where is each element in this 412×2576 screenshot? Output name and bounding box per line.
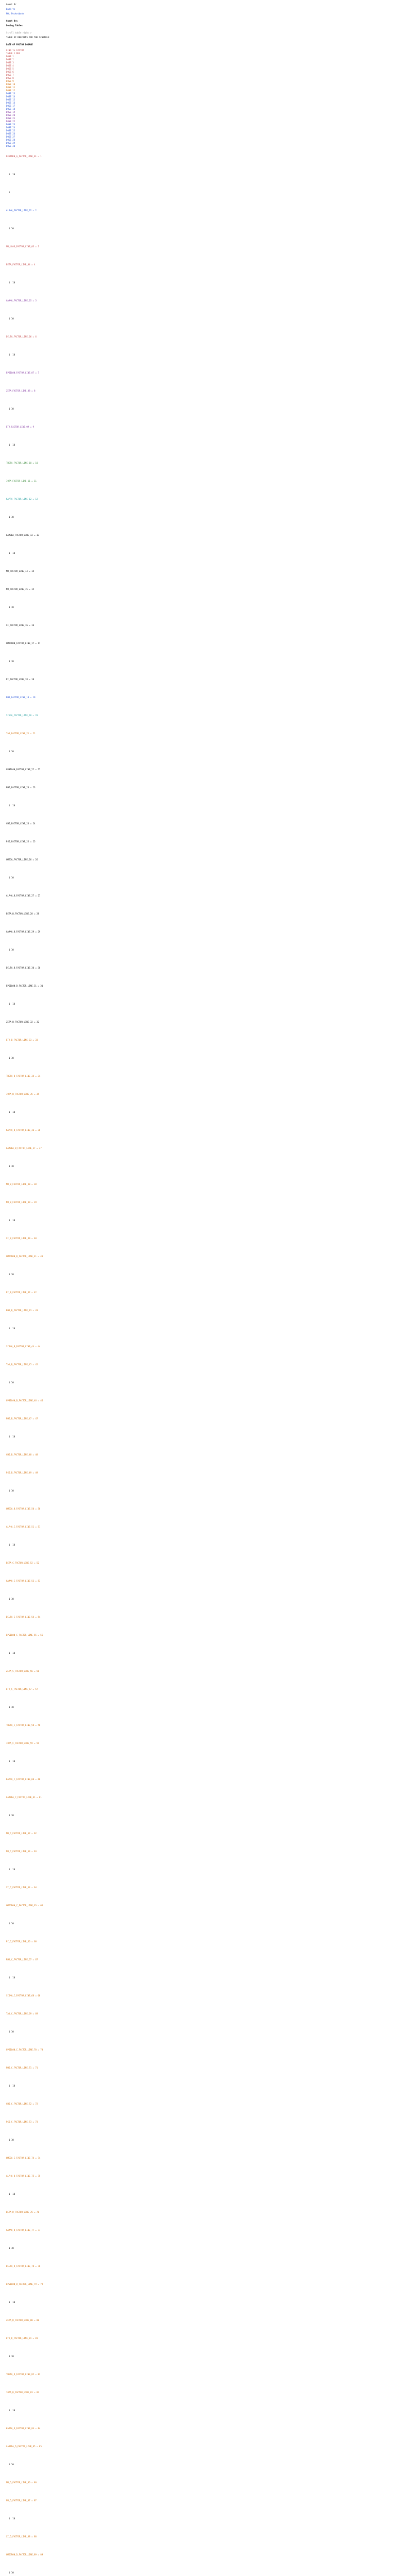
value-row: 1 10 — [6, 606, 14, 608]
code-line: KAPPA_FACTOR_LINE_12 = 12 — [6, 498, 38, 500]
code-line: OMICRON_B_FACTOR_LINE_41 = 41 — [6, 1255, 43, 1258]
code-line: PI_B_FACTOR_LINE_42 = 42 — [6, 1291, 37, 1294]
code-line: ALPHA_B_FACTOR_LINE_27 = 27 — [6, 894, 41, 897]
list-item: DOSE 11 — [6, 86, 15, 89]
value-row: 1 10 — [6, 2301, 15, 2303]
list-item: DOSE 22 — [6, 120, 15, 123]
code-line: ETA_C_FACTOR_LINE_57 = 57 — [6, 1688, 38, 1690]
code-line: ALPHA_C_FACTOR_LINE_51 = 51 — [6, 1526, 41, 1528]
value-row: 1 10 — [6, 2084, 15, 2087]
code-line: UPSILON_B_FACTOR_LINE_46 = 46 — [6, 1399, 43, 1402]
code-line: GAMMA_FACTOR_LINE_05 = 5 — [6, 299, 37, 302]
code-line: PHI_FACTOR_LINE_23 = 23 — [6, 786, 36, 789]
list-item: DOSE 19 — [6, 111, 15, 113]
code-line: SIGMA_B_FACTOR_LINE_44 = 44 — [6, 1345, 41, 1348]
section-heading: Guest Drs — [6, 20, 18, 22]
value-row: 1 10 — [6, 173, 15, 176]
code-line: PSI_FACTOR_LINE_25 = 25 — [6, 840, 36, 843]
code-line: PI_FACTOR_LINE_18 = 18 — [6, 678, 35, 681]
list-item: DOSE 7 — [6, 74, 14, 76]
list-item[interactable]: DOSE 28 — [6, 139, 15, 141]
list-item[interactable]: DOSE 30 — [6, 145, 15, 147]
list-item: DOSE 10 — [6, 83, 15, 86]
value-row: 1 10 — [6, 1381, 14, 1384]
code-line: LAMBDA_C_FACTOR_LINE_61 = 61 — [6, 1796, 42, 1799]
value-row: 1 10 — [6, 1489, 14, 1492]
code-line: REGIMEN_A_FACTOR_LINE_01 = 1 — [6, 155, 42, 158]
code-line: BETA_C_FACTOR_LINE_52 = 52 — [6, 1562, 39, 1564]
value-row: 1 10 — [6, 804, 15, 807]
list-item[interactable]: DOSE 27 — [6, 135, 15, 138]
list-item[interactable]: DOSE 13 — [6, 92, 15, 95]
list-item[interactable]: DOSE 23 — [6, 123, 15, 126]
code-line: NU_D_FACTOR_LINE_87 = 87 — [6, 2499, 37, 2502]
list-item: DOSE 3 — [6, 61, 14, 64]
value-row: 1 10 — [6, 876, 14, 879]
list-item: DOSE 6 — [6, 71, 14, 73]
value-row: 1 10 — [6, 1219, 15, 1222]
code-line: OMICRON_FACTOR_LINE_17 = 17 — [6, 642, 41, 645]
value-row: 1 10 — [6, 1273, 14, 1276]
list-item: DOSE 20 — [6, 114, 15, 116]
code-line: TAU_FACTOR_LINE_21 = 21 — [6, 732, 36, 735]
header-line: DATE OF FACTOR DOSAGE — [6, 43, 33, 46]
code-line: GAMMA_B_FACTOR_LINE_29 = 29 — [6, 930, 41, 933]
code-line: DELTA_D_FACTOR_LINE_78 = 78 — [6, 2265, 41, 2267]
code-line: LAMBDA_B_FACTOR_LINE_37 = 37 — [6, 1147, 42, 1149]
value-row: 1 10 — [6, 408, 14, 410]
value-row: 1 10 — [6, 1544, 15, 1546]
code-line: DELTA_FACTOR_LINE_06 = 6 — [6, 335, 37, 338]
code-line: ALPHA_D_FACTOR_LINE_75 = 75 — [6, 2175, 41, 2177]
code-line: NU_B_FACTOR_LINE_39 = 39 — [6, 1201, 37, 1204]
code-line: ETA_D_FACTOR_LINE_81 = 81 — [6, 2337, 38, 2340]
code-line: MU_LOAD_FACTOR_LINE_03 = 3 — [6, 245, 39, 248]
code-line: THETA_B_FACTOR_LINE_34 = 34 — [6, 1075, 41, 1077]
value-row: 1 10 — [6, 516, 14, 518]
code-line: NU_C_FACTOR_LINE_63 = 63 — [6, 1850, 37, 1853]
code-line: PSI_C_FACTOR_LINE_73 = 73 — [6, 2121, 38, 2123]
code-line: CHI_B_FACTOR_LINE_48 = 48 — [6, 1453, 38, 1456]
value-row: 1 10 — [6, 2463, 14, 2466]
nav-link[interactable]: Back to — [6, 8, 15, 10]
nav-link[interactable]: MOL Pocketbook — [6, 12, 24, 15]
header-line: TABLE OF REGIMENS FOR THE SCHEDULE — [6, 36, 49, 39]
code-line: OMEGA_FACTOR_LINE_26 = 26 — [6, 858, 38, 861]
code-line: TAU_C_FACTOR_LINE_69 = 69 — [6, 2012, 38, 2015]
value-row: 1 10 — [6, 2355, 14, 2358]
header-line: Scroll table right > — [6, 31, 32, 34]
code-line: THETA_C_FACTOR_LINE_58 = 58 — [6, 1724, 41, 1726]
code-line: ZETA_D_FACTOR_LINE_80 = 80 — [6, 2319, 39, 2321]
code-line: MU_D_FACTOR_LINE_86 = 86 — [6, 2481, 37, 2484]
code-line: GAMMA_C_FACTOR_LINE_53 = 53 — [6, 1580, 41, 1582]
code-line: RHO_B_FACTOR_LINE_43 = 43 — [6, 1309, 38, 1312]
value-row: 1 10 — [6, 353, 15, 356]
value-row: 1 10 — [6, 1165, 14, 1167]
value-row: 1 10 — [6, 2517, 15, 2520]
code-line: KAPPA_B_FACTOR_LINE_36 = 36 — [6, 1129, 41, 1131]
value-row: 1 10 — [6, 2139, 14, 2141]
value-row: 1 10 — [6, 1976, 15, 1979]
list-item[interactable]: DOSE 14 — [6, 95, 15, 98]
code-line: PI_C_FACTOR_LINE_66 = 66 — [6, 1940, 37, 1943]
code-line[interactable]: ALPHA_FACTOR_LINE_02 = 2 — [6, 209, 37, 212]
value-row: 1 10 — [6, 2030, 14, 2033]
list-item[interactable]: DOSE 15 — [6, 98, 15, 101]
code-line: LAMBDA_D_FACTOR_LINE_85 = 85 — [6, 2445, 42, 2448]
list-item: DOSE 2 — [6, 58, 14, 61]
value-row: 1 10 — [6, 1868, 15, 1871]
section-heading: Dosing Tables — [6, 24, 23, 27]
value-row: 1 10 — [6, 1435, 15, 1438]
code-line: BETA_FACTOR_LINE_04 = 4 — [6, 263, 36, 266]
code-line: IOTA_FACTOR_LINE_11 = 11 — [6, 480, 37, 482]
value-row: 1 — [6, 191, 10, 194]
code-line: PHI_C_FACTOR_LINE_71 = 71 — [6, 2066, 38, 2069]
code-line: UPSILON_FACTOR_LINE_22 = 22 — [6, 768, 41, 771]
value-row: 1 10 — [6, 1003, 15, 1005]
code-line: IOTA_B_FACTOR_LINE_35 = 35 — [6, 1093, 39, 1095]
code-line[interactable]: RHO_FACTOR_LINE_19 = 19 — [6, 696, 36, 699]
code-line: KAPPA_C_FACTOR_LINE_60 = 60 — [6, 1778, 41, 1781]
value-row: 1 10 — [6, 444, 15, 446]
code-line: CHI_FACTOR_LINE_24 = 24 — [6, 822, 36, 825]
code-line: ZETA_FACTOR_LINE_08 = 8 — [6, 389, 36, 392]
code-line: ZETA_B_FACTOR_LINE_32 = 32 — [6, 1021, 39, 1023]
value-row: 1 10 — [6, 750, 14, 753]
list-item[interactable]: DOSE 26 — [6, 132, 15, 135]
code-line: XI_C_FACTOR_LINE_64 = 64 — [6, 1886, 37, 1889]
code-line: MU_C_FACTOR_LINE_62 = 62 — [6, 1832, 37, 1835]
code-line: OMICRON_D_FACTOR_LINE_89 = 89 — [6, 2553, 43, 2556]
code-line: EPSILON_FACTOR_LINE_07 = 7 — [6, 371, 39, 374]
code-line: SIGMA_C_FACTOR_LINE_68 = 68 — [6, 1994, 41, 1997]
code-line: DELTA_C_FACTOR_LINE_54 = 54 — [6, 1616, 41, 1618]
code-line: CHI_C_FACTOR_LINE_72 = 72 — [6, 2103, 38, 2105]
code-line: THETA_FACTOR_LINE_10 = 10 — [6, 462, 38, 464]
list-item[interactable]: DOSE 17 — [6, 105, 15, 107]
code-line: SIGMA_FACTOR_LINE_20 = 20 — [6, 714, 38, 717]
value-row: 1 10 — [6, 1814, 14, 1817]
code-line: XI_FACTOR_LINE_16 = 16 — [6, 624, 35, 626]
value-row: 1 10 — [6, 1706, 14, 1708]
list-item[interactable]: DOSE 25 — [6, 129, 15, 132]
list-item: DOSE 4 — [6, 64, 14, 67]
value-row: 1 10 — [6, 1111, 15, 1113]
code-line: KAPPA_D_FACTOR_LINE_84 = 84 — [6, 2427, 41, 2430]
code-line: EPSILON_B_FACTOR_LINE_31 = 31 — [6, 985, 43, 987]
list-item[interactable]: DOSE 29 — [6, 142, 15, 144]
value-row: 1 10 — [6, 2409, 15, 2412]
list-item[interactable]: DOSE 18 — [6, 108, 15, 110]
value-row: 1 10 — [6, 317, 14, 320]
code-line: THETA_D_FACTOR_LINE_82 = 82 — [6, 2373, 41, 2376]
code-line: OMICRON_C_FACTOR_LINE_65 = 65 — [6, 1904, 43, 1907]
code-line: XI_B_FACTOR_LINE_40 = 40 — [6, 1237, 37, 1240]
code-line: PHI_B_FACTOR_LINE_47 = 47 — [6, 1417, 38, 1420]
value-row: 1 10 — [6, 660, 14, 663]
code-line: MU_FACTOR_LINE_14 = 14 — [6, 570, 35, 572]
code-line: XI_D_FACTOR_LINE_88 = 88 — [6, 2535, 37, 2538]
value-row: 1 10 — [6, 1327, 15, 1330]
code-line: MU_B_FACTOR_LINE_38 = 38 — [6, 1183, 37, 1185]
code-line: UPSILON_C_FACTOR_LINE_70 = 70 — [6, 2048, 43, 2051]
code-line: IOTA_C_FACTOR_LINE_59 = 59 — [6, 1742, 39, 1744]
code-line: EPSILON_C_FACTOR_LINE_55 = 55 — [6, 1634, 43, 1636]
value-row: 1 10 — [6, 948, 14, 951]
code-line: RHO_C_FACTOR_LINE_67 = 67 — [6, 1958, 38, 1961]
value-row: 1 10 — [6, 281, 15, 284]
list-item: DOSE 9 — [6, 80, 14, 82]
value-row: 1 10 — [6, 1760, 15, 1762]
list-item: LINK to FACTOR — [6, 49, 24, 52]
value-row: 1 10 — [6, 1922, 14, 1925]
code-line: PSI_B_FACTOR_LINE_49 = 49 — [6, 1471, 38, 1474]
list-item: DOSE 21 — [6, 117, 15, 120]
value-row: 1 10 — [6, 2247, 14, 2249]
code-line: IOTA_D_FACTOR_LINE_83 = 83 — [6, 2391, 39, 2394]
list-item: DOSE 12 — [6, 89, 15, 92]
code-line: NU_FACTOR_LINE_15 = 15 — [6, 588, 35, 590]
header-line: Guest Dr — [6, 3, 16, 6]
code-line: BETA_D_FACTOR_LINE_76 = 76 — [6, 2211, 39, 2213]
list-item: DOSE 5 — [6, 67, 14, 70]
list-item: DOSE 8 — [6, 77, 14, 79]
code-line: DELTA_B_FACTOR_LINE_30 = 30 — [6, 967, 41, 969]
list-item: DOSE 1 — [6, 55, 14, 58]
value-row: 1 10 — [6, 1652, 15, 1654]
code-line: EPSILON_D_FACTOR_LINE_79 = 79 — [6, 2283, 43, 2285]
code-line: TAU_B_FACTOR_LINE_45 = 45 — [6, 1363, 38, 1366]
code-line: LAMBDA_FACTOR_LINE_13 = 13 — [6, 534, 39, 536]
list-item[interactable]: DOSE 16 — [6, 101, 15, 104]
list-item: TABLE 1 REG — [6, 52, 21, 55]
value-row: 1 10 — [6, 2571, 14, 2574]
code-line: GAMMA_D_FACTOR_LINE_77 = 77 — [6, 2229, 41, 2231]
value-row: 1 10 — [6, 552, 15, 554]
value-row: 1 10 — [6, 227, 14, 230]
list-item[interactable]: DOSE 24 — [6, 126, 15, 129]
value-row: 1 10 — [6, 2193, 15, 2195]
code-line: ETA_FACTOR_LINE_09 = 9 — [6, 426, 35, 428]
code-line: BETA_B_FACTOR_LINE_28 = 28 — [6, 912, 39, 915]
code-line: ZETA_C_FACTOR_LINE_56 = 56 — [6, 1670, 39, 1672]
value-row: 1 10 — [6, 1598, 14, 1600]
value-row: 1 10 — [6, 1057, 14, 1059]
code-line: OMEGA_C_FACTOR_LINE_74 = 74 — [6, 2157, 41, 2159]
code-line: ETA_B_FACTOR_LINE_33 = 33 — [6, 1039, 38, 1041]
code-line: OMEGA_B_FACTOR_LINE_50 = 50 — [6, 1507, 41, 1510]
